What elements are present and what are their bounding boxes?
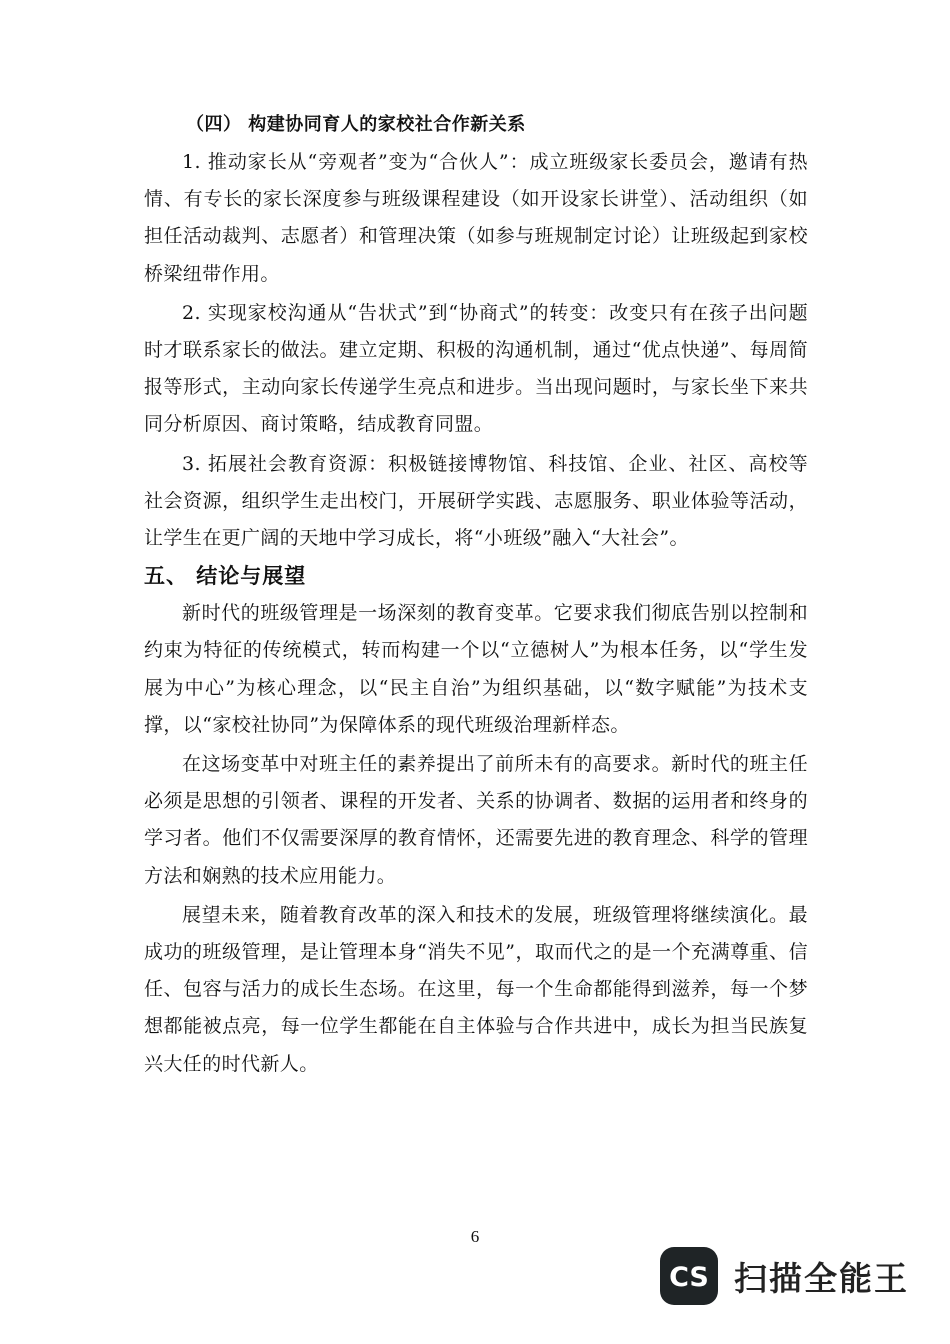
watermark-app-name: 扫描全能王 bbox=[734, 1258, 909, 1298]
paragraph: 新时代的班级管理是一场深刻的教育变革。它要求我们彻底告别以控制和约束为特征的传统模式，转而构建一个以“立德树人”为根本任务，以“学生发展为中心”为核心理念，以“民主自治”为组织基础，以“数字赋能”为技术支撑，以“家校社协同”为保障体系的现代班级治理新样态。 bbox=[144, 602, 808, 736]
paragraph: 在这场变革中对班主任的素养提出了前所未有的高要求。新时代的班主任必须是思想的引领者、课程的开发者、关系的协调者、数据的运用者和终身的学习者。他们不仅需要深厚的教育情怀，还需要先进的教育理念、科学的管理方法和娴熟的技术应用能力。 bbox=[144, 753, 808, 887]
paragraph: 2. 实现家校沟通从“告状式”到“协商式”的转变：改变只有在孩子出问题时才联系家长的做法。建立定期、积极的沟通机制，通过“优点快递”、每周简报等形式，主动向家长传递学生亮点和进步。当出现问题时，与家长坐下来共同分析原因、商讨策略，结成教育同盟。 bbox=[144, 301, 808, 436]
scanner-watermark bbox=[660, 1246, 909, 1306]
camscanner-logo-icon bbox=[660, 1247, 718, 1305]
paragraph: 展望未来，随着教育改革的深入和技术的发展，班级管理将继续演化。最成功的班级管理，是让管理本身“消失不见”，取而代之的是一个充满尊重、信任、包容与活力的成长生态场。在这里，每一个生命都能得到滋养，每一个梦想都能被点亮，每一位学生都能在自主体验与合作共进中，成长为担当民族复兴大任的时代新人。 bbox=[144, 903, 808, 1075]
logo-svg bbox=[660, 1247, 718, 1305]
page-number: 6 bbox=[470, 1227, 480, 1246]
logo-text: CS bbox=[669, 1262, 709, 1293]
paragraph: 3. 拓展社会教育资源：积极链接博物馆、科技馆、企业、社区、高校等社会资源，组织学生走出校门，开展研学实践、志愿服务、职业体验等活动，让学生在更广阔的天地中学习成长，将“小班级”融入“大社会”。 bbox=[144, 452, 808, 550]
subsection-heading-4: （四） 构建协同育人的家校社合作新关系 bbox=[186, 114, 526, 135]
section-heading-5: 五、 结论与展望 bbox=[144, 564, 307, 589]
page-content bbox=[144, 112, 808, 1083]
paragraph: 1. 推动家长从“旁观者”变为“合伙人”：成立班级家长委员会，邀请有热情、有专长的家长深度参与班级课程建设（如开设家长讲堂）、活动组织（如担任活动裁判、志愿者）和管理决策（如参与班规制定讨论）让班级起到家校桥梁纽带作用。 bbox=[144, 151, 808, 285]
